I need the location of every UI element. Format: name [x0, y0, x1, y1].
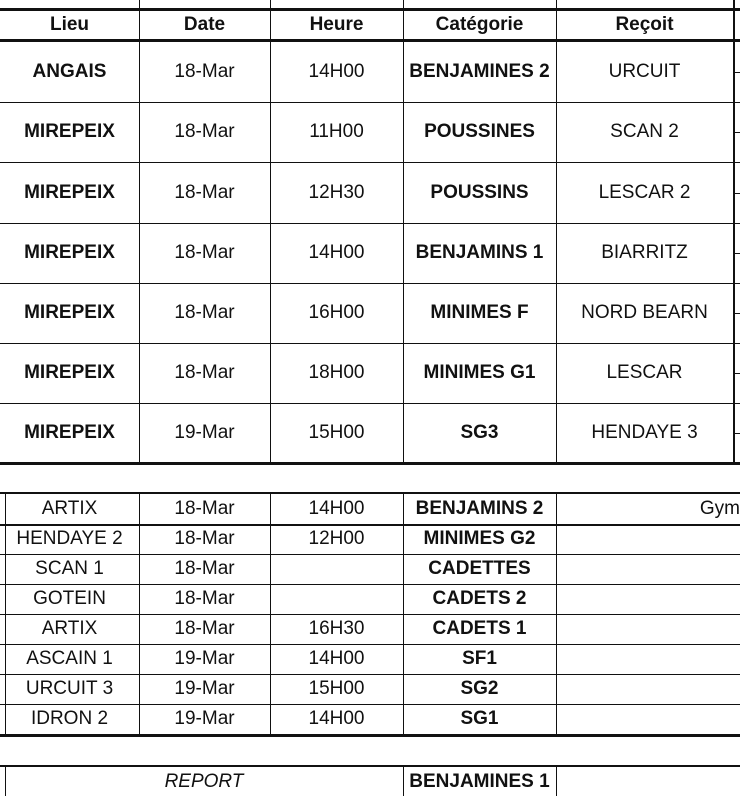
- row-border: [0, 644, 740, 645]
- cell-heure: 16H30: [308, 618, 365, 639]
- cell-heure: 14H00: [308, 242, 365, 263]
- cell-recoit: LESCAR 2: [598, 181, 691, 203]
- header-column-border: [556, 0, 557, 42]
- cell-categorie: POUSSINS: [430, 181, 529, 203]
- column-border: [403, 765, 404, 796]
- cell-heure: [270, 584, 403, 614]
- cell-lieu: HENDAYE 2: [16, 528, 123, 549]
- header-column-border: [139, 0, 140, 42]
- row-border: [0, 162, 740, 163]
- column-border: [403, 492, 404, 734]
- cell-lieu: ARTIX: [41, 618, 98, 639]
- cell-date: 18-Mar: [174, 528, 235, 549]
- header-column-border: [270, 0, 271, 42]
- cell-date: 18-Mar: [174, 121, 235, 142]
- cell-categorie: CADETS 2: [432, 588, 527, 609]
- cell-categorie: BENJAMINES 2: [409, 61, 550, 82]
- cell-heure: 12H30: [308, 181, 365, 203]
- cell-lieu: GOTEIN: [33, 588, 106, 609]
- cell-categorie: SF1: [462, 648, 497, 669]
- cell-categorie: BENJAMINS 2: [415, 498, 544, 519]
- column-border: [270, 492, 271, 734]
- cell-recoit: LESCAR: [606, 362, 683, 383]
- cell-lieu: MIREPEIX: [24, 302, 115, 323]
- cell-date: 19-Mar: [174, 708, 235, 729]
- cell-lieu: ANGAIS: [32, 61, 107, 82]
- cell-heure: 15H00: [308, 678, 365, 699]
- column-border: [403, 42, 404, 463]
- cell-heure: [270, 554, 403, 584]
- cell-date: 18-Mar: [174, 498, 235, 519]
- report-categorie: BENJAMINES 1: [409, 770, 550, 792]
- row-border: [0, 674, 740, 675]
- cell-categorie: CADETS 1: [432, 618, 527, 639]
- cell-categorie: MINIMES G1: [423, 362, 536, 383]
- cell-date: 18-Mar: [174, 362, 235, 383]
- row-border: [0, 283, 740, 284]
- column-border: [139, 492, 140, 734]
- column-header-heure: Heure: [309, 14, 364, 35]
- cell-heure: 14H00: [308, 708, 365, 729]
- header-column-border: [733, 0, 735, 42]
- column-header-lieu: Lieu: [49, 14, 90, 35]
- section2-bottom-border: [0, 734, 740, 737]
- cell-lieu: MIREPEIX: [24, 242, 115, 263]
- cell-categorie: POUSSINES: [424, 121, 535, 142]
- header-column-border: [403, 0, 404, 42]
- cell-heure: 18H00: [308, 362, 365, 383]
- column-header-categorie: Catégorie: [435, 14, 524, 35]
- cell-categorie: SG3: [460, 422, 499, 443]
- cell-lieu: ASCAIN 1: [26, 648, 113, 669]
- cell-recoit: HENDAYE 3: [591, 422, 698, 443]
- cell-lieu: URCUIT 3: [25, 678, 114, 699]
- cell-lieu: MIREPEIX: [24, 181, 115, 203]
- cell-categorie: CADETTES: [428, 558, 531, 579]
- cell-date: 19-Mar: [174, 648, 235, 669]
- column-header-recoit: Reçoit: [615, 14, 674, 35]
- cell-heure: 16H00: [308, 302, 365, 323]
- column-border: [556, 42, 557, 463]
- cell-date: 19-Mar: [174, 678, 235, 699]
- cell-recoit: NORD BEARN: [581, 302, 708, 323]
- cell-categorie: BENJAMINS 1: [415, 242, 544, 263]
- row-border: [0, 403, 740, 404]
- cell-date: 18-Mar: [174, 61, 235, 82]
- cell-heure: 15H00: [308, 422, 365, 443]
- cell-recoit: SCAN 2: [610, 121, 679, 142]
- row-border: [0, 704, 740, 705]
- column-border: [5, 492, 6, 734]
- row-border: [0, 223, 740, 224]
- cell-lieu: ARTIX: [41, 498, 98, 519]
- row-border: [0, 554, 740, 555]
- row-border: [0, 524, 740, 526]
- column-border: [733, 42, 735, 463]
- column-border: [5, 765, 6, 796]
- column-border: [556, 765, 557, 796]
- cell-heure: 14H00: [308, 648, 365, 669]
- cell-lieu: IDRON 2: [30, 708, 109, 729]
- cell-recoit: BIARRITZ: [601, 242, 688, 263]
- row-border: [0, 614, 740, 615]
- cell-lieu: MIREPEIX: [24, 121, 115, 142]
- cell-heure: 14H00: [308, 61, 365, 82]
- cell-lieu: MIREPEIX: [24, 362, 115, 383]
- cell-date: 18-Mar: [174, 302, 235, 323]
- cell-heure: 14H00: [308, 498, 365, 519]
- column-border: [139, 42, 140, 463]
- cell-categorie: MINIMES G2: [423, 528, 536, 549]
- section1-bottom-border: [0, 462, 740, 465]
- column-border: [270, 42, 271, 463]
- cell-categorie: SG1: [460, 708, 499, 729]
- cell-date: 18-Mar: [174, 181, 235, 203]
- cell-lieu: MIREPEIX: [24, 422, 115, 443]
- row-border: [0, 102, 740, 103]
- cell-date: 18-Mar: [174, 618, 235, 639]
- column-border: [556, 492, 557, 734]
- cell-date: 18-Mar: [174, 588, 235, 609]
- cell-recoit: Gym: [699, 498, 740, 519]
- column-header-date: Date: [183, 14, 226, 35]
- cell-recoit: URCUIT: [608, 61, 681, 82]
- cell-lieu: SCAN 1: [35, 558, 104, 579]
- cell-date: 19-Mar: [174, 422, 235, 443]
- cell-date: 18-Mar: [174, 558, 235, 579]
- report-label: REPORT: [164, 770, 244, 792]
- row-border: [0, 584, 740, 585]
- cell-date: 18-Mar: [174, 242, 235, 263]
- cell-heure: 11H00: [309, 121, 364, 142]
- cell-categorie: SG2: [460, 678, 499, 699]
- cell-heure: 12H00: [308, 528, 365, 549]
- cell-categorie: MINIMES F: [430, 302, 529, 323]
- row-border: [0, 343, 740, 344]
